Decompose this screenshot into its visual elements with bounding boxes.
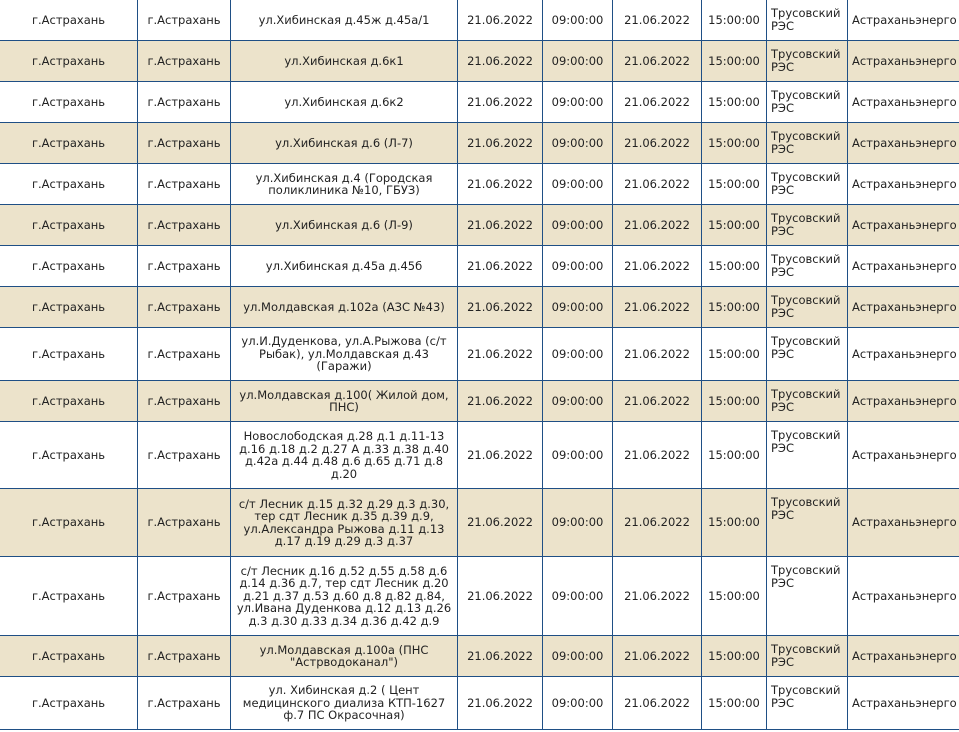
end-time-cell: 15:00:00 — [702, 205, 767, 246]
res-cell: Трусовский РЭС — [767, 677, 848, 730]
organization-cell: Астраханьэнерго — [848, 328, 959, 381]
table-row — [0, 82, 959, 123]
address-cell: ул.Хибинская д.4 (Городская поликлиника №10, ГБУЗ) — [231, 164, 458, 205]
organization-cell: Астраханьэнерго — [848, 287, 959, 328]
end-date-cell: 21.06.2022 — [613, 677, 702, 730]
table-row — [0, 636, 959, 677]
locality-cell: г.Астрахань — [138, 489, 231, 557]
start-date-cell: 21.06.2022 — [458, 41, 543, 82]
end-time-cell: 15:00:00 — [702, 246, 767, 287]
end-date-cell: 21.06.2022 — [613, 164, 702, 205]
city-cell: г.Астрахань — [0, 246, 138, 287]
end-date-cell: 21.06.2022 — [613, 328, 702, 381]
address-cell: ул.И.Дуденкова, ул.А.Рыжова (с/т Рыбак), ул.Молдавская д.43 (Гаражи) — [231, 328, 458, 381]
res-cell: Трусовский РЭС — [767, 164, 848, 205]
locality-cell: г.Астрахань — [138, 164, 231, 205]
table-row — [0, 0, 959, 41]
start-time-cell: 09:00:00 — [543, 246, 613, 287]
address-cell: ул.Хибинская д.6 (Л-7) — [231, 123, 458, 164]
organization-cell: Астраханьэнерго — [848, 246, 959, 287]
start-time-cell: 09:00:00 — [543, 328, 613, 381]
start-date-cell: 21.06.2022 — [458, 287, 543, 328]
start-date-cell: 21.06.2022 — [458, 677, 543, 730]
locality-cell: г.Астрахань — [138, 328, 231, 381]
end-time-cell: 15:00:00 — [702, 677, 767, 730]
locality-cell: г.Астрахань — [138, 677, 231, 730]
address-cell: ул.Молдавская д.102а (АЗС №43) — [231, 287, 458, 328]
address-cell: ул. Хибинская д.2 ( Цент медицинского диализа КТП-1627 ф.7 ПС Окрасочная) — [231, 677, 458, 730]
end-date-cell: 21.06.2022 — [613, 381, 702, 422]
address-cell: ул.Хибинская д.6к2 — [231, 82, 458, 123]
table-row — [0, 205, 959, 246]
address-cell: ул.Хибинская д.6к1 — [231, 41, 458, 82]
end-time-cell: 15:00:00 — [702, 636, 767, 677]
end-time-cell: 15:00:00 — [702, 381, 767, 422]
res-cell: Трусовский РЭС — [767, 82, 848, 123]
city-cell: г.Астрахань — [0, 422, 138, 489]
table-row — [0, 287, 959, 328]
organization-cell: Астраханьэнерго — [848, 557, 959, 636]
locality-cell: г.Астрахань — [138, 422, 231, 489]
city-cell: г.Астрахань — [0, 164, 138, 205]
start-date-cell: 21.06.2022 — [458, 422, 543, 489]
organization-cell: Астраханьэнерго — [848, 636, 959, 677]
organization-cell: Астраханьэнерго — [848, 677, 959, 730]
table-row — [0, 677, 959, 730]
start-time-cell: 09:00:00 — [543, 489, 613, 557]
start-date-cell: 21.06.2022 — [458, 164, 543, 205]
organization-cell: Астраханьэнерго — [848, 41, 959, 82]
end-time-cell: 15:00:00 — [702, 123, 767, 164]
end-date-cell: 21.06.2022 — [613, 489, 702, 557]
end-time-cell: 15:00:00 — [702, 557, 767, 636]
organization-cell: Астраханьэнерго — [848, 381, 959, 422]
city-cell: г.Астрахань — [0, 82, 138, 123]
start-time-cell: 09:00:00 — [543, 164, 613, 205]
locality-cell: г.Астрахань — [138, 381, 231, 422]
end-date-cell: 21.06.2022 — [613, 41, 702, 82]
start-time-cell: 09:00:00 — [543, 41, 613, 82]
locality-cell: г.Астрахань — [138, 82, 231, 123]
start-date-cell: 21.06.2022 — [458, 381, 543, 422]
organization-cell: Астраханьэнерго — [848, 82, 959, 123]
start-date-cell: 21.06.2022 — [458, 246, 543, 287]
res-cell: Трусовский РЭС — [767, 205, 848, 246]
locality-cell: г.Астрахань — [138, 636, 231, 677]
organization-cell: Астраханьэнерго — [848, 205, 959, 246]
organization-cell: Астраханьэнерго — [848, 123, 959, 164]
res-cell: Трусовский РЭС — [767, 246, 848, 287]
res-cell: Трусовский РЭС — [767, 636, 848, 677]
city-cell: г.Астрахань — [0, 205, 138, 246]
start-time-cell: 09:00:00 — [543, 422, 613, 489]
city-cell: г.Астрахань — [0, 41, 138, 82]
res-cell: Трусовский РЭС — [767, 489, 848, 557]
locality-cell: г.Астрахань — [138, 41, 231, 82]
city-cell: г.Астрахань — [0, 381, 138, 422]
end-time-cell: 15:00:00 — [702, 287, 767, 328]
start-time-cell: 09:00:00 — [543, 82, 613, 123]
city-cell: г.Астрахань — [0, 636, 138, 677]
table-row — [0, 557, 959, 636]
organization-cell: Астраханьэнерго — [848, 422, 959, 489]
start-time-cell: 09:00:00 — [543, 205, 613, 246]
table-row — [0, 489, 959, 557]
locality-cell: г.Астрахань — [138, 0, 231, 41]
city-cell: г.Астрахань — [0, 489, 138, 557]
locality-cell: г.Астрахань — [138, 557, 231, 636]
start-date-cell: 21.06.2022 — [458, 0, 543, 41]
address-cell: ул.Молдавская д.100а (ПНС "Астрводоканал") — [231, 636, 458, 677]
start-time-cell: 09:00:00 — [543, 557, 613, 636]
organization-cell: Астраханьэнерго — [848, 164, 959, 205]
end-date-cell: 21.06.2022 — [613, 0, 702, 41]
table-row — [0, 422, 959, 489]
organization-cell: Астраханьэнерго — [848, 0, 959, 41]
res-cell: Трусовский РЭС — [767, 123, 848, 164]
end-date-cell: 21.06.2022 — [613, 82, 702, 123]
locality-cell: г.Астрахань — [138, 205, 231, 246]
end-time-cell: 15:00:00 — [702, 422, 767, 489]
start-date-cell: 21.06.2022 — [458, 123, 543, 164]
start-date-cell: 21.06.2022 — [458, 328, 543, 381]
start-time-cell: 09:00:00 — [543, 636, 613, 677]
address-cell: ул.Хибинская д.6 (Л-9) — [231, 205, 458, 246]
end-time-cell: 15:00:00 — [702, 489, 767, 557]
table-row — [0, 123, 959, 164]
table-row — [0, 41, 959, 82]
address-cell: ул.Хибинская д.45ж д.45а/1 — [231, 0, 458, 41]
end-time-cell: 15:00:00 — [702, 328, 767, 381]
end-time-cell: 15:00:00 — [702, 164, 767, 205]
city-cell: г.Астрахань — [0, 123, 138, 164]
address-cell: ул.Молдавская д.100( Жилой дом, ПНС) — [231, 381, 458, 422]
res-cell: Трусовский РЭС — [767, 381, 848, 422]
locality-cell: г.Астрахань — [138, 123, 231, 164]
address-cell: ул.Хибинская д.45а д.45б — [231, 246, 458, 287]
table-row — [0, 381, 959, 422]
start-time-cell: 09:00:00 — [543, 123, 613, 164]
start-date-cell: 21.06.2022 — [458, 557, 543, 636]
start-time-cell: 09:00:00 — [543, 0, 613, 41]
start-date-cell: 21.06.2022 — [458, 489, 543, 557]
res-cell: Трусовский РЭС — [767, 41, 848, 82]
locality-cell: г.Астрахань — [138, 246, 231, 287]
res-cell: Трусовский РЭС — [767, 422, 848, 489]
start-time-cell: 09:00:00 — [543, 677, 613, 730]
start-date-cell: 21.06.2022 — [458, 82, 543, 123]
start-date-cell: 21.06.2022 — [458, 205, 543, 246]
end-date-cell: 21.06.2022 — [613, 123, 702, 164]
end-date-cell: 21.06.2022 — [613, 246, 702, 287]
start-time-cell: 09:00:00 — [543, 287, 613, 328]
city-cell: г.Астрахань — [0, 0, 138, 41]
city-cell: г.Астрахань — [0, 557, 138, 636]
end-time-cell: 15:00:00 — [702, 41, 767, 82]
end-time-cell: 15:00:00 — [702, 0, 767, 41]
table-row — [0, 246, 959, 287]
table-row — [0, 164, 959, 205]
end-date-cell: 21.06.2022 — [613, 205, 702, 246]
city-cell: г.Астрахань — [0, 287, 138, 328]
start-time-cell: 09:00:00 — [543, 381, 613, 422]
end-date-cell: 21.06.2022 — [613, 422, 702, 489]
end-date-cell: 21.06.2022 — [613, 287, 702, 328]
address-cell: Новослободская д.28 д.1 д.11-13 д.16 д.18 д.2 д.27 А д.33 д.38 д.40 д.42а д.44 д.48 д.6 д.65 д.71 д.8 д.20 — [231, 422, 458, 489]
address-cell: с/т Лесник д.16 д.52 д.55 д.58 д.6 д.14 д.36 д.7, тер сдт Лесник д.20 д.21 д.37 д.53 д.60 д.8 д.82 д.84, ул.Ивана Дуденкова д.12 д.13 д.26 д.3 д.30 д.33 д.34 д.36 д.42 д.9 — [231, 557, 458, 636]
res-cell: Трусовский РЭС — [767, 557, 848, 636]
res-cell: Трусовский РЭС — [767, 328, 848, 381]
organization-cell: Астраханьэнерго — [848, 489, 959, 557]
res-cell: Трусовский РЭС — [767, 0, 848, 41]
end-date-cell: 21.06.2022 — [613, 636, 702, 677]
address-cell: с/т Лесник д.15 д.32 д.29 д.3 д.30, тер сдт Лесник д.35 д.39 д.9, ул.Александра Рыжова д.11 д.13 д.17 д.19 д.29 д.3 д.37 — [231, 489, 458, 557]
end-date-cell: 21.06.2022 — [613, 557, 702, 636]
city-cell: г.Астрахань — [0, 328, 138, 381]
table-row — [0, 328, 959, 381]
end-time-cell: 15:00:00 — [702, 82, 767, 123]
locality-cell: г.Астрахань — [138, 287, 231, 328]
city-cell: г.Астрахань — [0, 677, 138, 730]
start-date-cell: 21.06.2022 — [458, 636, 543, 677]
res-cell: Трусовский РЭС — [767, 287, 848, 328]
